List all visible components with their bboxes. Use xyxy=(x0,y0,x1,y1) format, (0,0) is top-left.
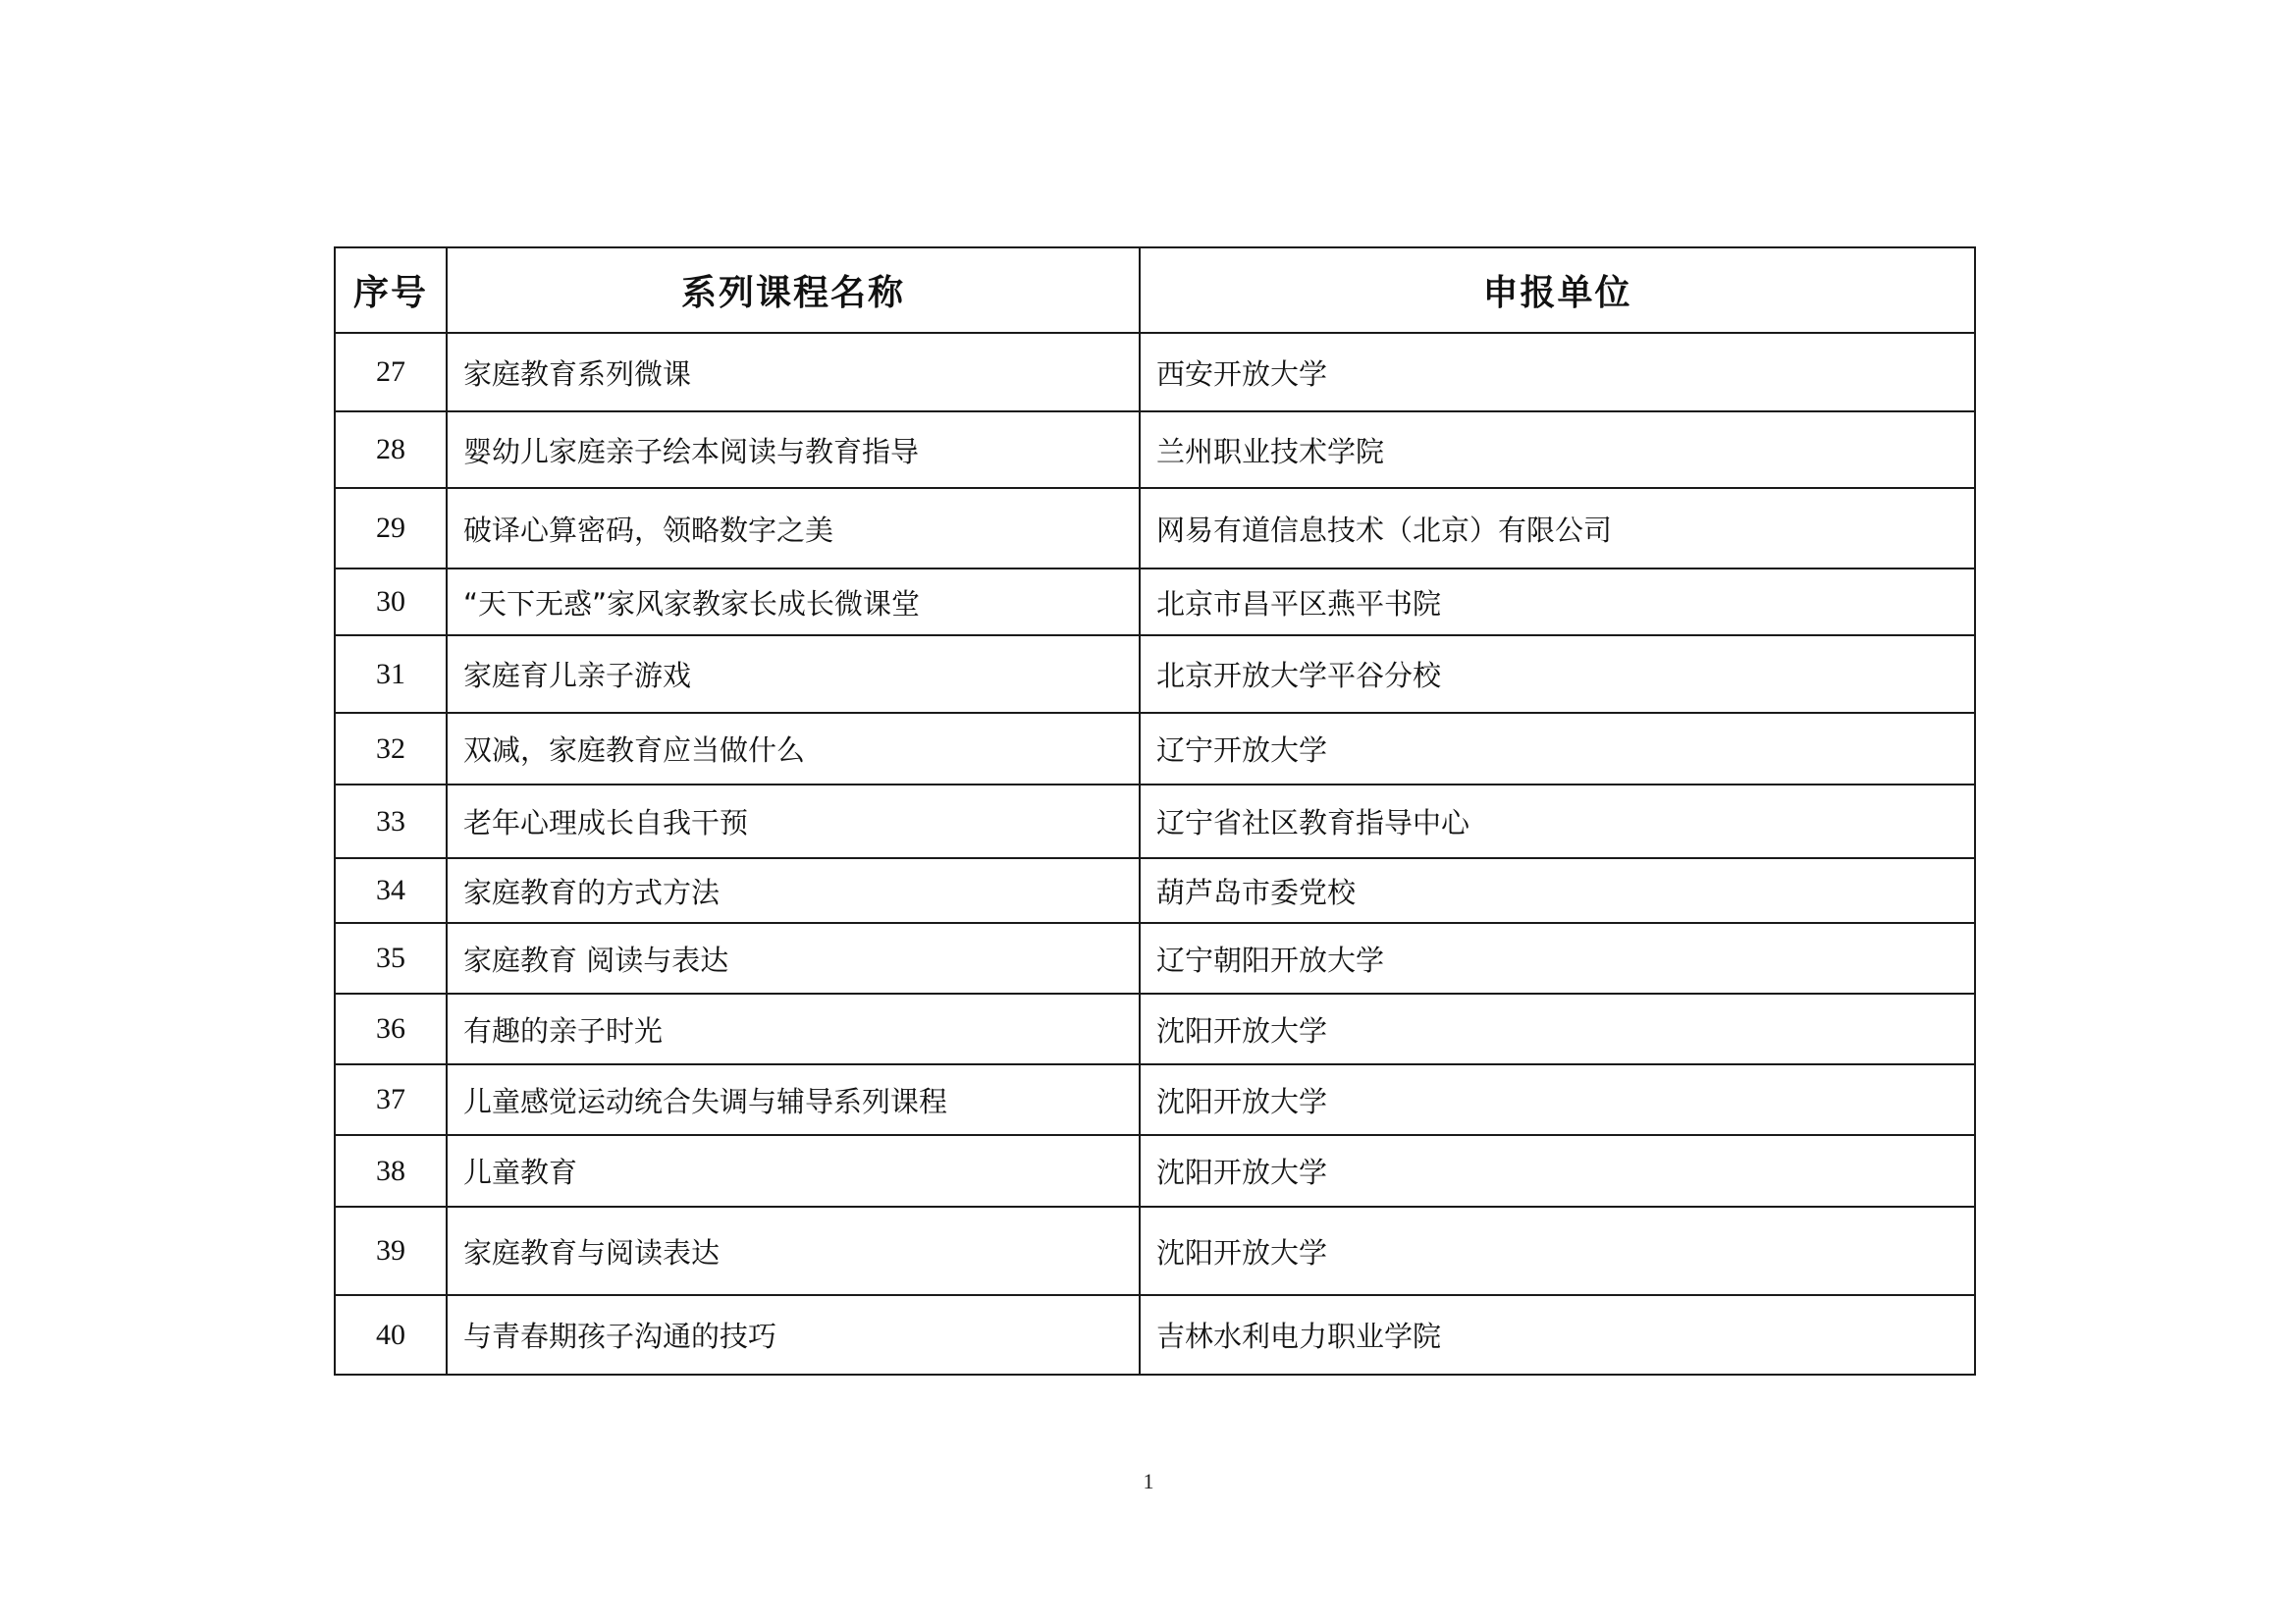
table-header-row xyxy=(335,247,1975,333)
cell-serial-number: 30 xyxy=(335,568,447,635)
cell-serial-number: 35 xyxy=(335,923,447,994)
cell-serial-number: 27 xyxy=(335,333,447,411)
cell-course-name: 家庭教育的方式方法 xyxy=(447,858,1140,923)
cell-course-name: 双减，家庭教育应当做什么 xyxy=(447,713,1140,785)
cell-course-name: “天下无惑”家风家教家长成长微课堂 xyxy=(447,568,1140,635)
table-row xyxy=(335,488,1975,568)
cell-applicant-unit: 网易有道信息技术（北京）有限公司 xyxy=(1140,488,1975,568)
table-row xyxy=(335,994,1975,1064)
cell-serial-number: 32 xyxy=(335,713,447,785)
cell-course-name: 儿童感觉运动统合失调与辅导系列课程 xyxy=(447,1064,1140,1135)
table-row xyxy=(335,635,1975,713)
cell-serial-number: 39 xyxy=(335,1207,447,1295)
cell-applicant-unit: 沈阳开放大学 xyxy=(1140,1207,1975,1295)
cell-applicant-unit: 兰州职业技术学院 xyxy=(1140,411,1975,488)
table-row xyxy=(335,411,1975,488)
table-row xyxy=(335,713,1975,785)
cell-applicant-unit: 葫芦岛市委党校 xyxy=(1140,858,1975,923)
cell-course-name: 与青春期孩子沟通的技巧 xyxy=(447,1295,1140,1375)
cell-serial-number: 33 xyxy=(335,785,447,858)
cell-course-name: 老年心理成长自我干预 xyxy=(447,785,1140,858)
cell-applicant-unit: 北京市昌平区燕平书院 xyxy=(1140,568,1975,635)
cell-serial-number: 34 xyxy=(335,858,447,923)
cell-applicant-unit: 辽宁省社区教育指导中心 xyxy=(1140,785,1975,858)
table-row xyxy=(335,333,1975,411)
table-row xyxy=(335,858,1975,923)
table-row xyxy=(335,1295,1975,1375)
cell-serial-number: 40 xyxy=(335,1295,447,1375)
cell-serial-number: 31 xyxy=(335,635,447,713)
table-row xyxy=(335,568,1975,635)
cell-course-name: 家庭育儿亲子游戏 xyxy=(447,635,1140,713)
table-row xyxy=(335,1207,1975,1295)
cell-course-name: 家庭教育与阅读表达 xyxy=(447,1207,1140,1295)
table-row xyxy=(335,1064,1975,1135)
header-applicant-unit: 申报单位 xyxy=(1140,247,1975,333)
cell-course-name: 婴幼儿家庭亲子绘本阅读与教育指导 xyxy=(447,411,1140,488)
cell-applicant-unit: 沈阳开放大学 xyxy=(1140,1064,1975,1135)
cell-course-name: 家庭教育 阅读与表达 xyxy=(447,923,1140,994)
page-number: 1 xyxy=(1143,1469,1154,1493)
cell-course-name: 有趣的亲子时光 xyxy=(447,994,1140,1064)
table-row xyxy=(335,785,1975,858)
cell-serial-number: 37 xyxy=(335,1064,447,1135)
cell-serial-number: 29 xyxy=(335,488,447,568)
table-row xyxy=(335,923,1975,994)
cell-course-name: 儿童教育 xyxy=(447,1135,1140,1207)
cell-applicant-unit: 沈阳开放大学 xyxy=(1140,994,1975,1064)
cell-applicant-unit: 北京开放大学平谷分校 xyxy=(1140,635,1975,713)
cell-applicant-unit: 辽宁朝阳开放大学 xyxy=(1140,923,1975,994)
cell-applicant-unit: 沈阳开放大学 xyxy=(1140,1135,1975,1207)
cell-applicant-unit: 吉林水利电力职业学院 xyxy=(1140,1295,1975,1375)
course-table xyxy=(334,246,1976,1376)
cell-course-name: 破译心算密码，领略数字之美 xyxy=(447,488,1140,568)
cell-applicant-unit: 西安开放大学 xyxy=(1140,333,1975,411)
table-row xyxy=(335,1135,1975,1207)
cell-serial-number: 28 xyxy=(335,411,447,488)
cell-serial-number: 38 xyxy=(335,1135,447,1207)
cell-serial-number: 36 xyxy=(335,994,447,1064)
header-course-name: 系列课程名称 xyxy=(447,247,1140,333)
cell-course-name: 家庭教育系列微课 xyxy=(447,333,1140,411)
header-serial-number: 序号 xyxy=(335,247,447,333)
cell-applicant-unit: 辽宁开放大学 xyxy=(1140,713,1975,785)
